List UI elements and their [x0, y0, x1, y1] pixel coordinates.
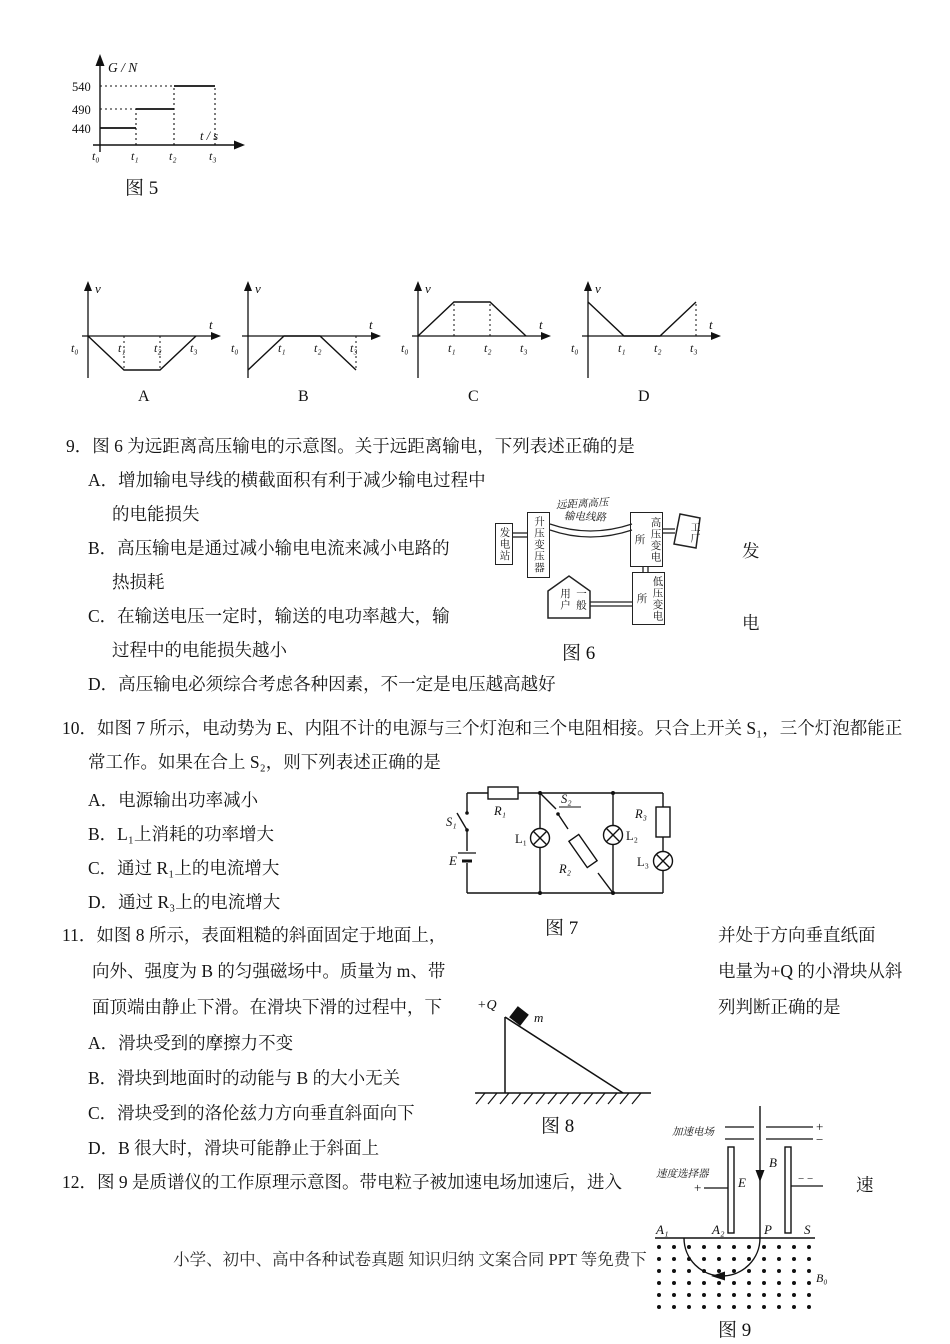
tick-t₁: t₁ — [448, 341, 456, 355]
selector-plate-right — [785, 1147, 791, 1233]
figure5-ylabel: G / N — [108, 60, 138, 75]
graph-letter-label: A — [138, 388, 150, 405]
figure5-ytick-440: 440 — [72, 122, 91, 136]
tick-t₀: t₀ — [71, 341, 79, 355]
q10-stem-2: 常工作。如果在合上 S₂，则下列表述正确的是 — [88, 752, 441, 772]
v-axis-label: v — [425, 281, 431, 296]
tick-t₂: t₂ — [154, 341, 162, 355]
figure6-factory-label: 工厂 — [688, 522, 699, 544]
q9-wrapped-char-2: 电 — [742, 613, 760, 633]
label-r3: R₃ — [635, 807, 647, 821]
q10-stem-1: 10．如图 7 所示，电动势为 E、内阻不计的电源与三个灯泡和三个电阻相接。只合上开关 S₁，三个灯泡都能正 — [62, 718, 903, 738]
transmission-line-wire — [550, 524, 632, 531]
v-t-curve — [248, 336, 356, 370]
resistor-r3 — [656, 807, 670, 837]
label-l2: L₂ — [626, 829, 638, 843]
figure6-power-station: 发电站 — [495, 523, 513, 565]
label-l3: L₃ — [637, 855, 649, 869]
q11-left-3: 面顶端由静止下滑。在滑块下滑的过程中，下 — [92, 997, 442, 1017]
tick-t₃: t₃ — [350, 341, 358, 355]
figure7-circuit — [445, 783, 705, 945]
t-axis-label: t — [539, 317, 543, 332]
velocity-graphs-row — [62, 278, 782, 406]
v-t-curve — [588, 302, 696, 336]
x-axis-arrow-icon — [371, 332, 381, 340]
footer-text: 小学、初中、高中各种试卷真题 知识归纳 文案合同 PPT 等免费下 — [173, 1250, 647, 1269]
incline-shape — [475, 1017, 651, 1093]
figure6-line-label-2: 输电线路 — [563, 511, 607, 524]
figure8-charge-label: +Q — [477, 998, 497, 1013]
v-axis-label: v — [595, 281, 601, 296]
trajectory-arrow-icon — [711, 1272, 725, 1281]
label-e-field: E — [738, 1175, 746, 1190]
acc-plus: + — [816, 1119, 824, 1134]
figure5-xtick-t1: t₁ — [131, 149, 139, 163]
tick-t₃: t₃ — [520, 341, 528, 355]
q11-option-d: D．B 很大时，滑块可能静止于斜面上 — [88, 1138, 380, 1158]
label-s: S — [804, 1222, 811, 1237]
sliding-block — [509, 1006, 529, 1026]
tick-t₀: t₀ — [401, 341, 409, 355]
figure5-xlabel: t / s — [200, 129, 219, 143]
label-p: P — [764, 1222, 772, 1237]
lamp-l3 — [654, 852, 673, 871]
x-axis-arrow-icon — [211, 332, 221, 340]
ground-hatching — [476, 1093, 641, 1104]
figure8-caption: 图 8 — [541, 1116, 575, 1137]
tick-t₁: t₁ — [618, 341, 626, 355]
figure5-caption: 图 5 — [125, 178, 159, 199]
t-axis-label: t — [709, 317, 713, 332]
selector-minus-pair: − − — [798, 1173, 814, 1185]
vt-graph-A — [62, 278, 222, 406]
q12-wrapped-char: 速 — [856, 1175, 874, 1195]
q11-left-2: 向外、强度为 B 的匀强磁场中。质量为 m、带 — [92, 961, 446, 981]
tick-t₂: t₂ — [484, 341, 492, 355]
q11-option-a: A．滑块受到的摩擦力不变 — [88, 1033, 294, 1053]
figure9-acc-field-label: 加速电场 — [672, 1127, 714, 1138]
q9-option-c-2: 过程中的电能损失越小 — [112, 640, 287, 660]
figure5-ytick-490: 490 — [72, 103, 91, 117]
accelerating-plates — [725, 1127, 813, 1139]
switch-s1 — [457, 813, 467, 830]
battery — [458, 853, 476, 861]
figure5-xtick-t0: t₀ — [92, 149, 100, 163]
y-axis-arrow-icon — [84, 281, 92, 291]
x-axis-arrow-icon — [541, 332, 551, 340]
figure9-caption: 图 9 — [718, 1320, 752, 1341]
q12-stem: 12．图 9 是质谱仪的工作原理示意图。带电粒子被加速电场加速后，进入 — [62, 1172, 622, 1192]
lamp-l2 — [604, 826, 623, 845]
q11-option-b: B．滑块到地面时的动能与 B 的大小无关 — [88, 1068, 401, 1088]
figure5-xtick-t2: t₂ — [169, 149, 177, 163]
label-r2: R₂ — [559, 862, 571, 876]
q11-right-1: 并处于方向垂直纸面 — [718, 925, 876, 945]
q9-wrapped-char-1: 发 — [742, 541, 760, 561]
q11-right-2: 电量为+Q 的小滑块从斜 — [718, 961, 903, 981]
q10-option-a: A．电源输出功率减小 — [88, 790, 259, 810]
v-t-curve — [88, 336, 196, 370]
figure6-hv-substation: 高压变电所 — [630, 512, 663, 567]
q10-option-c: C．通过 R₁上的电流增大 — [88, 858, 280, 878]
q10-option-d: D．通过 R₃上的电流增大 — [88, 892, 281, 912]
selector-plate-left — [728, 1147, 734, 1233]
label-a2: A₂ — [712, 1222, 725, 1237]
resistor-r2 — [569, 834, 597, 867]
resistor-r1 — [488, 787, 518, 799]
figure5-xtick-t3: t₃ — [209, 149, 217, 163]
figure8-mass-label: m — [534, 1010, 544, 1025]
q9-option-d: D．高压输电必须综合考虑各种因素，不一定是电压越高越好 — [88, 674, 556, 694]
selector-plus: + — [694, 1180, 702, 1195]
graph-letter-label: B — [298, 388, 309, 405]
figure6-users-label: 一般用户 — [559, 587, 586, 611]
v-axis-label: v — [95, 281, 101, 296]
lamp-l1 — [531, 829, 550, 848]
figure8-incline — [455, 995, 670, 1145]
figure5-ytick-540: 540 — [72, 80, 91, 94]
switch-s2-branch — [540, 793, 613, 893]
tick-t₂: t₂ — [314, 341, 322, 355]
figure6-lv-substation: 低压变电所 — [632, 572, 665, 625]
tick-t₃: t₃ — [190, 341, 198, 355]
figure6-caption: 图 6 — [562, 643, 596, 664]
label-e: E — [449, 853, 457, 868]
tick-t₀: t₀ — [571, 341, 579, 355]
figure6-line-label-1: 远距离高压 — [555, 497, 609, 512]
q9-option-b: B．高压输电是通过减小输电电流来减小电路的 — [88, 538, 450, 558]
q9-option-b-2: 热损耗 — [112, 572, 165, 592]
q11-option-c: C．滑块受到的洛伦兹力方向垂直斜面向下 — [88, 1103, 415, 1123]
vt-graph-C — [392, 278, 552, 406]
q10-option-b: B．L₁上消耗的功率增大 — [88, 824, 274, 844]
figure7-caption: 图 7 — [545, 918, 579, 939]
figure5-graph — [62, 52, 302, 212]
q11-right-3: 列判断正确的是 — [718, 997, 841, 1017]
beam-arrow-icon — [756, 1170, 765, 1182]
figure9-selector-label: 速度选择器 — [656, 1169, 709, 1180]
acc-minus: − — [816, 1132, 824, 1147]
label-s2: S₂ — [561, 792, 572, 806]
q9-option-a-2: 的电能损失 — [112, 504, 200, 524]
label-b0: B₀ — [816, 1271, 828, 1285]
q9-stem: 9．图 6 为远距离高压输电的示意图。关于远距离输电，下列表述正确的是 — [66, 436, 635, 456]
graph-letter-label: C — [468, 388, 479, 405]
q9-option-c: C．在输送电压一定时，输送的电功率越大，输 — [88, 606, 450, 626]
label-b-field: B — [769, 1155, 777, 1170]
y-axis-arrow-icon — [414, 281, 422, 291]
vt-graph-B — [222, 278, 382, 406]
figure6-diagram — [486, 490, 706, 668]
t-axis-label: t — [209, 317, 213, 332]
tick-t₂: t₂ — [654, 341, 662, 355]
figure6-step-up-transformer: 升压变压器 — [527, 512, 550, 578]
y-axis-arrow-icon — [96, 54, 105, 66]
q11-left-1: 11．如图 8 所示，表面粗糙的斜面固定于地面上， — [62, 925, 447, 945]
t-axis-label: t — [369, 317, 373, 332]
y-axis-arrow-icon — [584, 281, 592, 291]
y-axis-arrow-icon — [244, 281, 252, 291]
x-axis-arrow-icon — [711, 332, 721, 340]
label-s1: S₁ — [446, 815, 457, 829]
label-l1: L₁ — [515, 832, 527, 846]
tick-t₃: t₃ — [690, 341, 698, 355]
figure9-spectrometer — [648, 1098, 868, 1344]
x-axis-arrow-icon — [234, 141, 245, 150]
v-axis-label: v — [255, 281, 261, 296]
tick-t₁: t₁ — [118, 341, 126, 355]
figure5-steps — [100, 86, 215, 145]
label-r1: R₁ — [494, 804, 506, 818]
q9-option-a: A．增加输电导线的横截面积有利于减少输电过程中 — [88, 470, 486, 490]
tick-t₁: t₁ — [278, 341, 286, 355]
label-a1: A₁ — [656, 1222, 669, 1237]
graph-letter-label: D — [638, 388, 650, 405]
particle-beam — [756, 1106, 765, 1238]
vt-graph-D — [562, 278, 722, 406]
v-t-curve — [418, 302, 526, 336]
tick-t₀: t₀ — [231, 341, 239, 355]
